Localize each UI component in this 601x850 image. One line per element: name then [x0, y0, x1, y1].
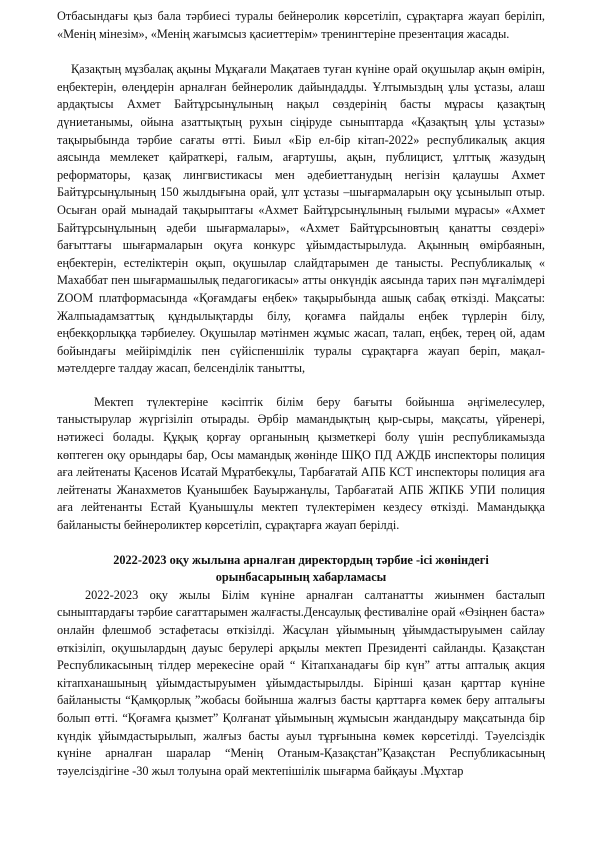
paragraph-makataev: Қазақтың мұзбалақ ақыны Мұқағали Мақатаев туған күніне орай оқушылар ақын өмірін, еңбектерін, өлеңдерін арналған бейнеролик дайындадды. Ұлтымыздың ұлы ұстазы, алаш ардақтысы Ахмет Байтұрсынұлының нақыл сөздерінің басты мұрасы қазақтың дүниетанымы, ойына азаттықтың рухын сіңіруде сыныптарда «Қазақтың ұлы ұстазы» тақырыбында тәрбие сағаты өтті. Биыл «Бір ел-бір кітап-2022» республикалық акция аясында мемлекет қайраткері, ғалым, ағартушы, ақын, публицист, ұлттық жазудың реформаторы, қазақ лингвистикасы мен әдебиеттанудың негізін қалаушы Ахмет Байтұрсынұлының 150 жылдығына орай, ұлт ұстазы –шығармаларын оқу ұсынылып отыр. Осыған орай мынадай тақырыптағы «Ахмет Байтұрсынұлының ғылыми мұрасы» «Ахмет Байтұрсынұлының әдеби шығармалары», «Ахмет Байтұрсыновтың қанатты сөздері» бағыттағы шығармаларын оқуға конкурс ұйымдастырылуда. Ақынның өмірбаянын, еңбектерін, естеліктерін оқып, оқушылар слайдтарымен де танысты. Республикалық « Махаббат пен шығармашылық педагогикасы» атты онкүндік аясында тарих пән мұғалімдері ZOOM платформасында «Қоғамдағы еңбек» тақырыбында ашық сабақ өткізді. Мақсаты: Жалпыадамзаттық құндылықтарды білу, қоғамға пайдалы еңбек түрлерін білу, еңбекқорлыққа тәрбиелеу. Оқушылар мәтінмен жұмыс жасап, талап, еңбек, терең ой, адам бойындағы мейірімділік пен сүйіспеншілік туралы сұрақтарға жауап беріп, мақал-мәтелдерге талдау жасап, белсенділік танытты,	[57, 62, 545, 376]
document-page	[57, 8, 545, 780]
paragraph-gap	[57, 378, 545, 394]
paragraph-intro-tail: Отбасындағы қыз бала тәрбиесі туралы бейнеролик көрсетіліп, сұрақтарға жауап беріліп, «Менің мінезім», «Менің жағымсыз қасиеттерім» тренингтеріне презентация жасады.	[57, 9, 545, 41]
paragraph-career: Мектеп түлектеріне кәсіптік білім беру бағыты бойынша әңгімелесулер, таныстырулар жүргізіліп отырады. Әрбір мамандықтың қыр-сыры, мақсаты, үйренері, нәтижесі болады. Құқық қорғау органының қызметкері болу үшін республикамызда көптеген оқу орындары бар, Осы мамандық жөнінде ШҚО ПД АЖДБ инспекторы полиция аға лейтенаты Қасенов Исатай Мұратбекұлы, Тарбағатай АПБ КСТ инспекторы полиция аға лейтенаты Жанахметов Қуанышбек Бауыржанұлы, Тарбағатай АПБ ЖПКБ УПИ полиция аға лейтенанты Естай Қуанышұлы мектеп түлектерімен кездесу өткізді. Мамандыққа байланысты бейнероликтер көрсетіліп, сұрақтарға жауап берілді.	[57, 394, 545, 533]
section-heading: 2022-2023 оқу жылына арналған директордың тәрбие -ісі жөніндегі орынбасарының хабарламасы	[113, 552, 489, 585]
paragraph-gap	[57, 43, 545, 61]
paragraph-report: 2022-2023 оқу жылы Білім күніне арналған салтанатты жиынмен басталып сыныптардағы тәрбие сағаттарымен жалғасты.Денсаулық фестивалінe орай «Өзіңнен баста» онлайн флешмоб эстафетасы өткізілді. Жасұлан ұйымының ұйымдастыруымен сайлау өткізіліп, оқушылардың дауыс берулері арқылы мектеп Президенті сайланды. Қазақстан Республикасының тілдер мерекесіне орай “ Кітапханадағы бір күн” атты апталық акция кітапханашының ұйымдастыруымен ұйымдастырылды. Бірінші қазан қарттар күніне байланысты “Қамқорлық ”жобасы бойынша жалғыз басты қарттарға көмек беру апталығы болып өтті. “Қоғамға қызмет” Қолғанат ұйымының жұмысын жандандыру мақсатында бір күндік ұйымдастырылып, жалғыз басты ауыл тұрғынына көмек көрсетілді. Тәуелсіздік күніне арналған шаралар “Менің Отаным-Қазақстан”Қазақстан Республикасының тәуелсіздігіне -30 жыл толуына орай мектепішілік шығарма байқауы .Мұхтар	[57, 587, 545, 778]
paragraph-gap	[57, 535, 545, 552]
